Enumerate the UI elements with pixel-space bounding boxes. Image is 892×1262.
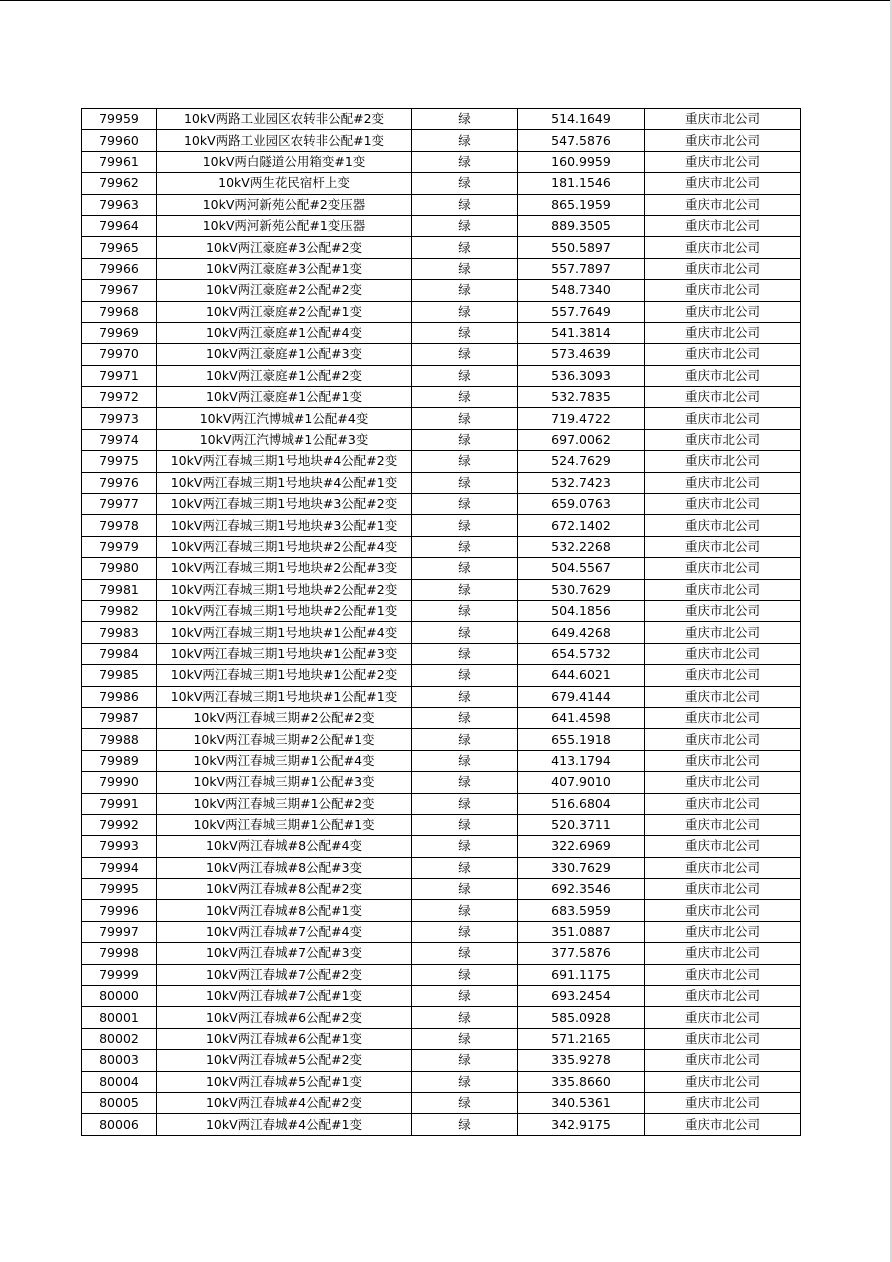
value-cell: 889.3505 (518, 215, 645, 236)
company-cell: 重庆市北公司 (645, 943, 801, 964)
status-color-cell: 绿 (412, 1050, 518, 1071)
status-color-cell: 绿 (412, 836, 518, 857)
company-cell: 重庆市北公司 (645, 429, 801, 450)
value-cell: 532.7835 (518, 387, 645, 408)
row-id-cell: 79970 (82, 344, 157, 365)
row-id-cell: 79993 (82, 836, 157, 857)
row-id-cell: 80002 (82, 1028, 157, 1049)
table-row (82, 344, 801, 365)
transformer-name-cell: 10kV两江豪庭#1公配#4变 (157, 322, 412, 343)
table-row (82, 600, 801, 621)
company-cell: 重庆市北公司 (645, 280, 801, 301)
table-row (82, 215, 801, 236)
value-cell: 541.3814 (518, 322, 645, 343)
row-id-cell: 79967 (82, 280, 157, 301)
transformer-name-cell: 10kV两江春城三期#2公配#1变 (157, 729, 412, 750)
row-id-cell: 79960 (82, 130, 157, 151)
status-color-cell: 绿 (412, 109, 518, 130)
company-cell: 重庆市北公司 (645, 600, 801, 621)
status-color-cell: 绿 (412, 579, 518, 600)
row-id-cell: 79972 (82, 387, 157, 408)
company-cell: 重庆市北公司 (645, 1028, 801, 1049)
transformer-name-cell: 10kV两江豪庭#1公配#2变 (157, 365, 412, 386)
value-cell: 532.7423 (518, 472, 645, 493)
transformer-name-cell: 10kV两江春城三期1号地块#1公配#4变 (157, 622, 412, 643)
transformer-name-cell: 10kV两白隧道公用箱变#1变 (157, 151, 412, 172)
transformer-name-cell: 10kV两江春城三期1号地块#4公配#2变 (157, 451, 412, 472)
status-color-cell: 绿 (412, 280, 518, 301)
company-cell: 重庆市北公司 (645, 836, 801, 857)
row-id-cell: 80005 (82, 1092, 157, 1113)
status-color-cell: 绿 (412, 900, 518, 921)
status-color-cell: 绿 (412, 237, 518, 258)
transformer-name-cell: 10kV两江春城#7公配#4变 (157, 921, 412, 942)
status-color-cell: 绿 (412, 322, 518, 343)
status-color-cell: 绿 (412, 665, 518, 686)
company-cell: 重庆市北公司 (645, 1092, 801, 1113)
table-row (82, 322, 801, 343)
company-cell: 重庆市北公司 (645, 622, 801, 643)
company-cell: 重庆市北公司 (645, 194, 801, 215)
table-row (82, 109, 801, 130)
value-cell: 532.2268 (518, 536, 645, 557)
company-cell: 重庆市北公司 (645, 921, 801, 942)
value-cell: 644.6021 (518, 665, 645, 686)
table-row (82, 237, 801, 258)
value-cell: 550.5897 (518, 237, 645, 258)
table-row (82, 943, 801, 964)
status-color-cell: 绿 (412, 301, 518, 322)
row-id-cell: 79990 (82, 772, 157, 793)
row-id-cell: 79961 (82, 151, 157, 172)
company-cell: 重庆市北公司 (645, 643, 801, 664)
table-row (82, 1071, 801, 1092)
status-color-cell: 绿 (412, 515, 518, 536)
status-color-cell: 绿 (412, 686, 518, 707)
company-cell: 重庆市北公司 (645, 986, 801, 1007)
transformer-name-cell: 10kV两江春城#8公配#1变 (157, 900, 412, 921)
status-color-cell: 绿 (412, 408, 518, 429)
row-id-cell: 79965 (82, 237, 157, 258)
value-cell: 557.7897 (518, 258, 645, 279)
transformer-name-cell: 10kV两江春城三期#1公配#4变 (157, 750, 412, 771)
table-row (82, 472, 801, 493)
value-cell: 672.1402 (518, 515, 645, 536)
table-row (82, 429, 801, 450)
status-color-cell: 绿 (412, 173, 518, 194)
transformer-name-cell: 10kV两江豪庭#2公配#1变 (157, 301, 412, 322)
row-id-cell: 79968 (82, 301, 157, 322)
row-id-cell: 79979 (82, 536, 157, 557)
value-cell: 654.5732 (518, 643, 645, 664)
value-cell: 641.4598 (518, 707, 645, 728)
table-row (82, 686, 801, 707)
status-color-cell: 绿 (412, 536, 518, 557)
table-row (82, 1114, 801, 1135)
company-cell: 重庆市北公司 (645, 408, 801, 429)
company-cell: 重庆市北公司 (645, 707, 801, 728)
table-row (82, 130, 801, 151)
status-color-cell: 绿 (412, 365, 518, 386)
table-row (82, 729, 801, 750)
value-cell: 679.4144 (518, 686, 645, 707)
table-row (82, 879, 801, 900)
table-row (82, 387, 801, 408)
company-cell: 重庆市北公司 (645, 130, 801, 151)
table-row (82, 921, 801, 942)
company-cell: 重庆市北公司 (645, 729, 801, 750)
status-color-cell: 绿 (412, 1092, 518, 1113)
status-color-cell: 绿 (412, 943, 518, 964)
row-id-cell: 79975 (82, 451, 157, 472)
value-cell: 697.0062 (518, 429, 645, 450)
value-cell: 865.1959 (518, 194, 645, 215)
transformer-name-cell: 10kV两江春城三期1号地块#1公配#3变 (157, 643, 412, 664)
table-row (82, 536, 801, 557)
transformer-name-cell: 10kV两江春城#4公配#2变 (157, 1092, 412, 1113)
transformer-name-cell: 10kV两河新苑公配#1变压器 (157, 215, 412, 236)
value-cell: 181.1546 (518, 173, 645, 194)
table-row (82, 665, 801, 686)
table-row (82, 194, 801, 215)
row-id-cell: 79999 (82, 964, 157, 985)
table-row (82, 707, 801, 728)
company-cell: 重庆市北公司 (645, 215, 801, 236)
transformer-name-cell: 10kV两江春城#8公配#3变 (157, 857, 412, 878)
status-color-cell: 绿 (412, 986, 518, 1007)
company-cell: 重庆市北公司 (645, 750, 801, 771)
transformer-name-cell: 10kV两江汽博城#1公配#4变 (157, 408, 412, 429)
table-row (82, 1050, 801, 1071)
table-row (82, 793, 801, 814)
value-cell: 342.9175 (518, 1114, 645, 1135)
table-row (82, 365, 801, 386)
row-id-cell: 79998 (82, 943, 157, 964)
value-cell: 335.9278 (518, 1050, 645, 1071)
row-id-cell: 79983 (82, 622, 157, 643)
table-row (82, 408, 801, 429)
row-id-cell: 79991 (82, 793, 157, 814)
value-cell: 536.3093 (518, 365, 645, 386)
status-color-cell: 绿 (412, 622, 518, 643)
table-row (82, 173, 801, 194)
transformer-data-table (81, 108, 801, 1136)
value-cell: 655.1918 (518, 729, 645, 750)
company-cell: 重庆市北公司 (645, 686, 801, 707)
row-id-cell: 79982 (82, 600, 157, 621)
transformer-name-cell: 10kV两江春城#8公配#4变 (157, 836, 412, 857)
row-id-cell: 79981 (82, 579, 157, 600)
company-cell: 重庆市北公司 (645, 515, 801, 536)
transformer-name-cell: 10kV两江春城#7公配#3变 (157, 943, 412, 964)
status-color-cell: 绿 (412, 600, 518, 621)
transformer-name-cell: 10kV两生花民宿杆上变 (157, 173, 412, 194)
value-cell: 335.8660 (518, 1071, 645, 1092)
transformer-name-cell: 10kV两江春城#6公配#1变 (157, 1028, 412, 1049)
row-id-cell: 79977 (82, 494, 157, 515)
company-cell: 重庆市北公司 (645, 151, 801, 172)
row-id-cell: 79995 (82, 879, 157, 900)
status-color-cell: 绿 (412, 857, 518, 878)
transformer-name-cell: 10kV两江春城三期#1公配#2变 (157, 793, 412, 814)
row-id-cell: 79966 (82, 258, 157, 279)
transformer-name-cell: 10kV两江春城三期1号地块#1公配#1变 (157, 686, 412, 707)
value-cell: 585.0928 (518, 1007, 645, 1028)
table-row (82, 558, 801, 579)
company-cell: 重庆市北公司 (645, 879, 801, 900)
transformer-name-cell: 10kV两江汽博城#1公配#3变 (157, 429, 412, 450)
table-row (82, 772, 801, 793)
status-color-cell: 绿 (412, 729, 518, 750)
status-color-cell: 绿 (412, 344, 518, 365)
row-id-cell: 79986 (82, 686, 157, 707)
value-cell: 351.0887 (518, 921, 645, 942)
company-cell: 重庆市北公司 (645, 772, 801, 793)
page-top-border (0, 0, 892, 1)
value-cell: 524.7629 (518, 451, 645, 472)
status-color-cell: 绿 (412, 387, 518, 408)
transformer-name-cell: 10kV两江春城#7公配#1变 (157, 986, 412, 1007)
row-id-cell: 79971 (82, 365, 157, 386)
status-color-cell: 绿 (412, 429, 518, 450)
table-row (82, 1092, 801, 1113)
transformer-name-cell: 10kV两江春城#7公配#2变 (157, 964, 412, 985)
table-row (82, 494, 801, 515)
transformer-name-cell: 10kV两江春城三期1号地块#2公配#2变 (157, 579, 412, 600)
value-cell: 691.1175 (518, 964, 645, 985)
value-cell: 659.0763 (518, 494, 645, 515)
value-cell: 719.4722 (518, 408, 645, 429)
company-cell: 重庆市北公司 (645, 109, 801, 130)
row-id-cell: 79996 (82, 900, 157, 921)
table-row (82, 836, 801, 857)
row-id-cell: 79973 (82, 408, 157, 429)
row-id-cell: 80006 (82, 1114, 157, 1135)
status-color-cell: 绿 (412, 643, 518, 664)
status-color-cell: 绿 (412, 1071, 518, 1092)
status-color-cell: 绿 (412, 750, 518, 771)
row-id-cell: 79976 (82, 472, 157, 493)
company-cell: 重庆市北公司 (645, 258, 801, 279)
value-cell: 516.6804 (518, 793, 645, 814)
value-cell: 530.7629 (518, 579, 645, 600)
row-id-cell: 79992 (82, 814, 157, 835)
row-id-cell: 79964 (82, 215, 157, 236)
value-cell: 514.1649 (518, 109, 645, 130)
status-color-cell: 绿 (412, 151, 518, 172)
company-cell: 重庆市北公司 (645, 793, 801, 814)
value-cell: 322.6969 (518, 836, 645, 857)
row-id-cell: 79997 (82, 921, 157, 942)
company-cell: 重庆市北公司 (645, 558, 801, 579)
transformer-name-cell: 10kV两江豪庭#2公配#2变 (157, 280, 412, 301)
status-color-cell: 绿 (412, 558, 518, 579)
transformer-name-cell: 10kV两江豪庭#3公配#1变 (157, 258, 412, 279)
company-cell: 重庆市北公司 (645, 665, 801, 686)
value-cell: 340.5361 (518, 1092, 645, 1113)
company-cell: 重庆市北公司 (645, 301, 801, 322)
table-row (82, 964, 801, 985)
row-id-cell: 80001 (82, 1007, 157, 1028)
transformer-name-cell: 10kV两江春城三期1号地块#3公配#2变 (157, 494, 412, 515)
transformer-name-cell: 10kV两江春城#6公配#2变 (157, 1007, 412, 1028)
row-id-cell: 79980 (82, 558, 157, 579)
company-cell: 重庆市北公司 (645, 494, 801, 515)
transformer-name-cell: 10kV两江春城#5公配#2变 (157, 1050, 412, 1071)
table-row (82, 900, 801, 921)
row-id-cell: 80000 (82, 986, 157, 1007)
transformer-name-cell: 10kV两江春城三期1号地块#1公配#2变 (157, 665, 412, 686)
status-color-cell: 绿 (412, 964, 518, 985)
transformer-name-cell: 10kV两江春城三期1号地块#2公配#3变 (157, 558, 412, 579)
row-id-cell: 79984 (82, 643, 157, 664)
transformer-name-cell: 10kV两路工业园区农转非公配#2变 (157, 109, 412, 130)
status-color-cell: 绿 (412, 194, 518, 215)
transformer-name-cell: 10kV两江春城三期#1公配#3变 (157, 772, 412, 793)
table-row (82, 280, 801, 301)
company-cell: 重庆市北公司 (645, 322, 801, 343)
row-id-cell: 79978 (82, 515, 157, 536)
transformer-name-cell: 10kV两江豪庭#1公配#3变 (157, 344, 412, 365)
status-color-cell: 绿 (412, 1007, 518, 1028)
table-row (82, 857, 801, 878)
company-cell: 重庆市北公司 (645, 814, 801, 835)
value-cell: 573.4639 (518, 344, 645, 365)
table-row (82, 1028, 801, 1049)
value-cell: 683.5959 (518, 900, 645, 921)
value-cell: 160.9959 (518, 151, 645, 172)
status-color-cell: 绿 (412, 793, 518, 814)
row-id-cell: 79974 (82, 429, 157, 450)
table-row (82, 451, 801, 472)
status-color-cell: 绿 (412, 130, 518, 151)
company-cell: 重庆市北公司 (645, 237, 801, 258)
transformer-name-cell: 10kV两江春城三期#2公配#2变 (157, 707, 412, 728)
table-row (82, 986, 801, 1007)
value-cell: 504.5567 (518, 558, 645, 579)
status-color-cell: 绿 (412, 772, 518, 793)
transformer-name-cell: 10kV两江春城三期1号地块#2公配#4变 (157, 536, 412, 557)
value-cell: 330.7629 (518, 857, 645, 878)
row-id-cell: 80004 (82, 1071, 157, 1092)
value-cell: 520.3711 (518, 814, 645, 835)
row-id-cell: 79994 (82, 857, 157, 878)
table-row (82, 515, 801, 536)
value-cell: 693.2454 (518, 986, 645, 1007)
transformer-name-cell: 10kV两江春城#4公配#1变 (157, 1114, 412, 1135)
row-id-cell: 80003 (82, 1050, 157, 1071)
status-color-cell: 绿 (412, 1028, 518, 1049)
company-cell: 重庆市北公司 (645, 365, 801, 386)
table-row (82, 151, 801, 172)
company-cell: 重庆市北公司 (645, 451, 801, 472)
transformer-name-cell: 10kV两路工业园区农转非公配#1变 (157, 130, 412, 151)
value-cell: 377.5876 (518, 943, 645, 964)
table-row (82, 258, 801, 279)
status-color-cell: 绿 (412, 814, 518, 835)
company-cell: 重庆市北公司 (645, 857, 801, 878)
table-row (82, 814, 801, 835)
status-color-cell: 绿 (412, 215, 518, 236)
row-id-cell: 79969 (82, 322, 157, 343)
status-color-cell: 绿 (412, 879, 518, 900)
company-cell: 重庆市北公司 (645, 387, 801, 408)
value-cell: 504.1856 (518, 600, 645, 621)
company-cell: 重庆市北公司 (645, 536, 801, 557)
status-color-cell: 绿 (412, 921, 518, 942)
company-cell: 重庆市北公司 (645, 1050, 801, 1071)
row-id-cell: 79985 (82, 665, 157, 686)
status-color-cell: 绿 (412, 472, 518, 493)
status-color-cell: 绿 (412, 258, 518, 279)
status-color-cell: 绿 (412, 494, 518, 515)
company-cell: 重庆市北公司 (645, 964, 801, 985)
company-cell: 重庆市北公司 (645, 173, 801, 194)
table-row (82, 301, 801, 322)
value-cell: 413.1794 (518, 750, 645, 771)
row-id-cell: 79987 (82, 707, 157, 728)
value-cell: 557.7649 (518, 301, 645, 322)
transformer-name-cell: 10kV两江春城三期1号地块#2公配#1变 (157, 600, 412, 621)
table-row (82, 750, 801, 771)
status-color-cell: 绿 (412, 451, 518, 472)
company-cell: 重庆市北公司 (645, 579, 801, 600)
value-cell: 547.5876 (518, 130, 645, 151)
value-cell: 407.9010 (518, 772, 645, 793)
company-cell: 重庆市北公司 (645, 1071, 801, 1092)
table-row (82, 1007, 801, 1028)
value-cell: 571.2165 (518, 1028, 645, 1049)
value-cell: 649.4268 (518, 622, 645, 643)
company-cell: 重庆市北公司 (645, 472, 801, 493)
row-id-cell: 79959 (82, 109, 157, 130)
transformer-name-cell: 10kV两江春城#5公配#1变 (157, 1071, 412, 1092)
row-id-cell: 79989 (82, 750, 157, 771)
value-cell: 548.7340 (518, 280, 645, 301)
transformer-name-cell: 10kV两江豪庭#3公配#2变 (157, 237, 412, 258)
row-id-cell: 79988 (82, 729, 157, 750)
transformer-name-cell: 10kV两江春城三期1号地块#3公配#1变 (157, 515, 412, 536)
transformer-name-cell: 10kV两河新苑公配#2变压器 (157, 194, 412, 215)
table-row (82, 579, 801, 600)
value-cell: 692.3546 (518, 879, 645, 900)
table-row (82, 643, 801, 664)
row-id-cell: 79963 (82, 194, 157, 215)
company-cell: 重庆市北公司 (645, 1007, 801, 1028)
company-cell: 重庆市北公司 (645, 1114, 801, 1135)
company-cell: 重庆市北公司 (645, 900, 801, 921)
table-row (82, 622, 801, 643)
transformer-name-cell: 10kV两江春城三期1号地块#4公配#1变 (157, 472, 412, 493)
status-color-cell: 绿 (412, 707, 518, 728)
company-cell: 重庆市北公司 (645, 344, 801, 365)
table-body (82, 109, 801, 1136)
transformer-name-cell: 10kV两江豪庭#1公配#1变 (157, 387, 412, 408)
row-id-cell: 79962 (82, 173, 157, 194)
status-color-cell: 绿 (412, 1114, 518, 1135)
transformer-name-cell: 10kV两江春城三期#1公配#1变 (157, 814, 412, 835)
transformer-name-cell: 10kV两江春城#8公配#2变 (157, 879, 412, 900)
